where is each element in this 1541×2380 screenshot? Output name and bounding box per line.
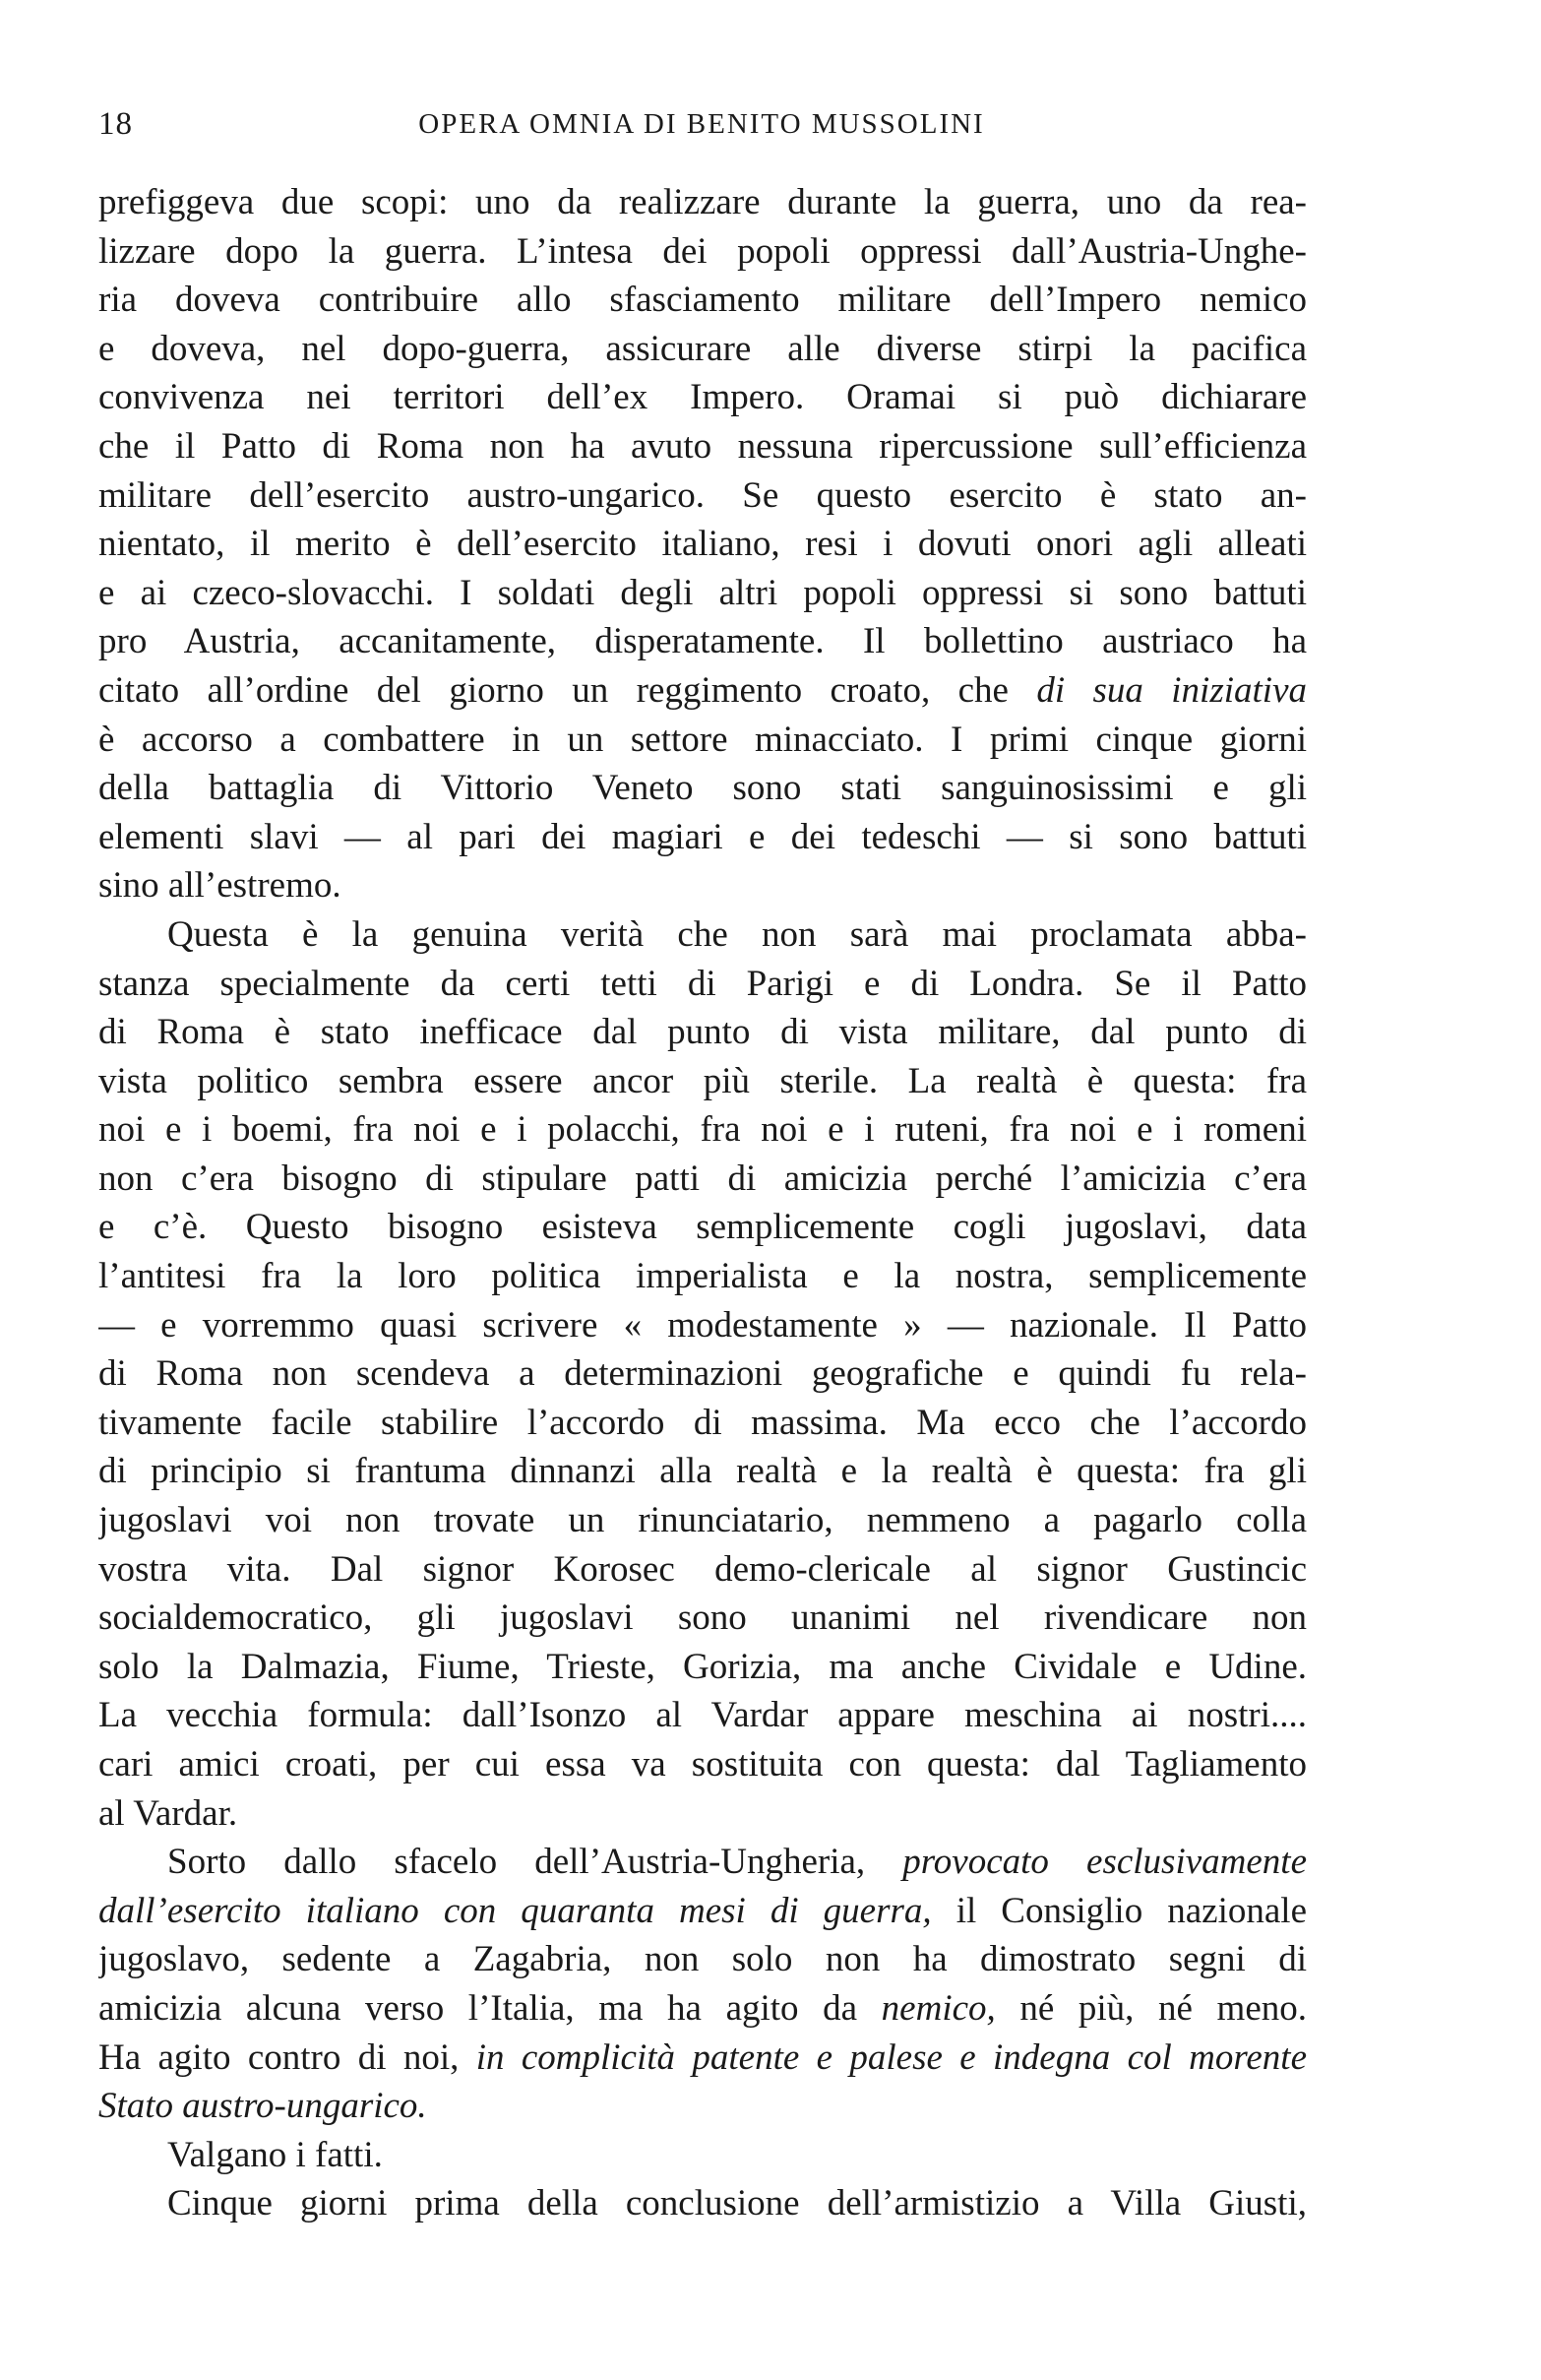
text-run: citato all’ordine del giorno un reggimento croato, che <box>98 669 1037 711</box>
italic-run: dall’esercito italiano con quaranta mesi di guerra, <box>98 1890 932 1931</box>
running-title: OPERA OMNIA DI BENITO MUSSOLINI <box>418 108 985 140</box>
body-text <box>98 178 1307 2228</box>
text-line <box>98 1838 1307 1887</box>
running-head <box>98 106 1305 165</box>
text-line: di Roma è stato inefficace dal punto di vista militare, dal punto di <box>98 1012 1307 1053</box>
text-line: che il Patto di Roma non ha avuto nessuna ripercussione sull’efficienza <box>98 425 1307 467</box>
text-line: Valgano i fatti. <box>167 2134 383 2175</box>
italic-run: nemico, <box>881 1987 996 2029</box>
text-line: Questa è la genuina verità che non sarà mai proclamata abba- <box>167 913 1307 955</box>
text-run: amicizia alcuna verso l’Italia, ma ha agito da <box>98 1987 882 2029</box>
text-line: stanza specialmente da certi tetti di Parigi e di Londra. Se il Patto <box>98 963 1307 1004</box>
text-line: socialdemocratico, gli jugoslavi sono unanimi nel rivendicare non <box>98 1597 1307 1639</box>
text-line: tivamente facile stabilire l’accordo di massima. Ma ecco che l’accordo <box>98 1402 1307 1443</box>
text-line: vista politico sembra essere ancor più sterile. La realtà è questa: fra <box>98 1060 1307 1101</box>
text-line: Cinque giorni prima della conclusione dell’armistizio a Villa Giusti, <box>167 2183 1307 2224</box>
italic-run: in complicità patente e palese e indegna col morente <box>475 2036 1307 2078</box>
text-line: solo la Dalmazia, Fiume, Trieste, Gorizia, ma anche Cividale e Udine. <box>98 1646 1307 1687</box>
text-run: Ha agito contro di noi, <box>98 2036 476 2078</box>
text-line: jugoslavo, sedente a Zagabria, non solo non ha dimostrato segni di <box>98 1939 1307 1980</box>
text-line <box>98 1887 1307 1936</box>
text-line: della battaglia di Vittorio Veneto sono stati sanguinosissimi e gli <box>98 768 1307 809</box>
text-line: è accorso a combattere in un settore minacciato. I primi cinque giorni <box>98 719 1307 760</box>
text-line: vostra vita. Dal signor Korosec demo-clericale al signor Gustincic <box>98 1548 1307 1590</box>
text-line: al Vardar. <box>98 1792 238 1834</box>
text-line: nientato, il merito è dell’esercito italiano, resi i dovuti onori agli alleati <box>98 524 1307 565</box>
text-line: non c’era bisogno di stipulare patti di amicizia perché l’amicizia c’era <box>98 1158 1307 1199</box>
text-run: né più, né meno. <box>995 1987 1307 2029</box>
italic-run: provocato esclusivamente <box>902 1842 1307 1883</box>
italic-run: di sua iniziativa <box>1036 669 1307 711</box>
text-line: La vecchia formula: dall’Isonzo al Vardar appare meschina ai nostri.... <box>98 1695 1307 1736</box>
text-line: di Roma non scendeva a determinazioni geografiche e quindi fu rela- <box>98 1353 1307 1395</box>
text-line: noi e i boemi, fra noi e i polacchi, fra noi e i ruteni, fra noi e i romeni <box>98 1109 1307 1151</box>
text-line: di principio si frantuma dinnanzi alla realtà e la realtà è questa: fra gli <box>98 1451 1307 1492</box>
text-run: Sorto dallo sfacelo dell’Austria-Ungheria, <box>167 1842 903 1883</box>
text-line: prefiggeva due scopi: uno da realizzare durante la guerra, uno da rea- <box>98 182 1307 222</box>
text-line: convivenza nei territori dell’ex Impero. Oramai si può dichiarare <box>98 377 1307 418</box>
text-line: sino all’estremo. <box>98 865 341 907</box>
text-line <box>98 2034 1307 2083</box>
text-run: il Consiglio nazionale <box>931 1890 1307 1931</box>
text-line: militare dell’esercito austro-ungarico. Se questo esercito è stato an- <box>98 474 1307 516</box>
text-line: lizzare dopo la guerra. L’intesa dei popoli oppressi dall’Austria-Unghe- <box>98 230 1307 272</box>
text-line: l’antitesi fra la loro politica imperialista e la nostra, semplicemente <box>98 1256 1307 1297</box>
text-line <box>98 2082 1307 2131</box>
text-line: ria doveva contribuire allo sfasciamento militare dell’Impero nemico <box>98 280 1307 321</box>
text-line <box>98 1984 1307 2034</box>
text-line: — e vorremmo quasi scrivere « modestamente » — nazionale. Il Patto <box>98 1304 1307 1346</box>
text-line: cari amici croati, per cui essa va sostituita con questa: dal Tagliamento <box>98 1744 1307 1785</box>
text-line: pro Austria, accanitamente, disperatamente. Il bollettino austriaco ha <box>98 621 1307 662</box>
text-line <box>98 666 1307 716</box>
page-number: 18 <box>98 106 133 142</box>
text-line: e ai czeco-slovacchi. I soldati degli altri popoli oppressi si sono battuti <box>98 572 1307 613</box>
text-line: elementi slavi — al pari dei magiari e dei tedeschi — si sono battuti <box>98 816 1307 857</box>
text-line: e c’è. Questo bisogno esisteva semplicemente cogli jugoslavi, data <box>98 1207 1307 1248</box>
italic-run: Stato austro-ungarico. <box>98 2086 427 2127</box>
text-line: jugoslavi voi non trovate un rinunciatario, nemmeno a pagarlo colla <box>98 1500 1307 1541</box>
text-line: e doveva, nel dopo-guerra, assicurare alle diverse stirpi la pacifica <box>98 328 1307 369</box>
